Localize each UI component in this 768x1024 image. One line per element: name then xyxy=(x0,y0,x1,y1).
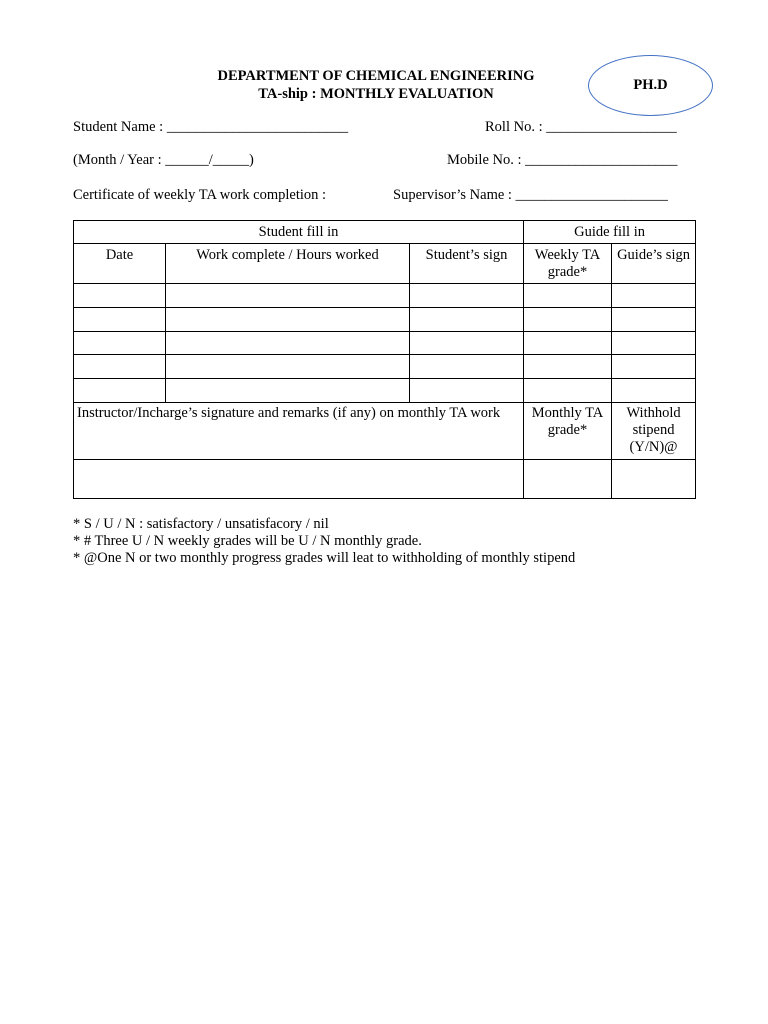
work-cell[interactable] xyxy=(166,379,410,403)
weekly-grade-cell[interactable] xyxy=(524,332,612,355)
date-cell[interactable] xyxy=(74,284,166,308)
instructor-remarks-label: Instructor/Incharge’s signature and remarks (if any) on monthly TA work xyxy=(74,403,524,460)
roll-no-field[interactable]: Roll No. : __________________ xyxy=(485,119,677,135)
date-cell[interactable] xyxy=(74,379,166,403)
table-row xyxy=(74,308,696,332)
footnote: * @One N or two monthly progress grades will leat to withholding of monthly stipend xyxy=(73,550,576,566)
guide-sign-cell[interactable] xyxy=(612,284,696,308)
guide-sign-cell[interactable] xyxy=(612,332,696,355)
monthly-grade-cell[interactable] xyxy=(524,460,612,499)
table-row xyxy=(74,284,696,308)
student-name-field[interactable]: Student Name : _________________________ xyxy=(73,119,349,135)
footnote: * # Three U / N weekly grades will be U / N monthly grade. xyxy=(73,533,422,549)
student-sign-cell[interactable] xyxy=(410,332,524,355)
monthly-grade-label: Monthly TA grade* xyxy=(524,403,612,460)
evaluation-table xyxy=(73,220,696,499)
phd-badge xyxy=(588,55,713,116)
footnote: * S / U / N : satisfactory / unsatisfacory / nil xyxy=(73,516,329,532)
student-sign-cell[interactable] xyxy=(410,308,524,332)
weekly-grade-cell[interactable] xyxy=(524,355,612,379)
table-group-header-row xyxy=(74,221,696,244)
table-row xyxy=(74,379,696,403)
footnotes xyxy=(73,516,575,567)
withhold-stipend-cell[interactable] xyxy=(612,460,696,499)
date-cell[interactable] xyxy=(74,332,166,355)
student-fill-in-header: Student fill in xyxy=(74,221,524,244)
guide-sign-cell[interactable] xyxy=(612,379,696,403)
date-cell[interactable] xyxy=(74,355,166,379)
monthly-entry-row xyxy=(74,460,696,499)
guide-sign-cell[interactable] xyxy=(612,355,696,379)
instructor-remarks-cell[interactable] xyxy=(74,460,524,499)
monthly-header-row xyxy=(74,403,696,460)
weekly-grade-column-header: Weekly TA grade* xyxy=(524,244,612,284)
student-sign-cell[interactable] xyxy=(410,379,524,403)
weekly-grade-cell[interactable] xyxy=(524,308,612,332)
date-column-header: Date xyxy=(74,244,166,284)
certificate-label: Certificate of weekly TA work completion : xyxy=(73,187,327,203)
weekly-grade-cell[interactable] xyxy=(524,379,612,403)
header-line-2: TA-ship : MONTHLY EVALUATION xyxy=(258,86,494,102)
work-cell[interactable] xyxy=(166,284,410,308)
student-sign-column-header: Student’s sign xyxy=(410,244,524,284)
guide-fill-in-header: Guide fill in xyxy=(524,221,696,244)
table-row xyxy=(74,355,696,379)
supervisor-name-field[interactable]: Supervisor’s Name : _____________________ xyxy=(393,187,668,203)
work-cell[interactable] xyxy=(166,332,410,355)
table-column-header-row xyxy=(74,244,696,284)
date-cell[interactable] xyxy=(74,308,166,332)
work-cell[interactable] xyxy=(166,308,410,332)
student-sign-cell[interactable] xyxy=(410,355,524,379)
weekly-grade-cell[interactable] xyxy=(524,284,612,308)
phd-badge-label: PH.D xyxy=(633,77,668,93)
work-column-header: Work complete / Hours worked xyxy=(166,244,410,284)
student-sign-cell[interactable] xyxy=(410,284,524,308)
table-row xyxy=(74,332,696,355)
guide-sign-column-header: Guide’s sign xyxy=(612,244,696,284)
withhold-stipend-label: Withhold stipend (Y/N)@ xyxy=(612,403,696,460)
guide-sign-cell[interactable] xyxy=(612,308,696,332)
work-cell[interactable] xyxy=(166,355,410,379)
month-year-field[interactable]: (Month / Year : ______/_____) xyxy=(73,152,254,168)
mobile-no-field[interactable]: Mobile No. : _____________________ xyxy=(447,152,678,168)
header-line-1: DEPARTMENT OF CHEMICAL ENGINEERING xyxy=(217,68,535,84)
